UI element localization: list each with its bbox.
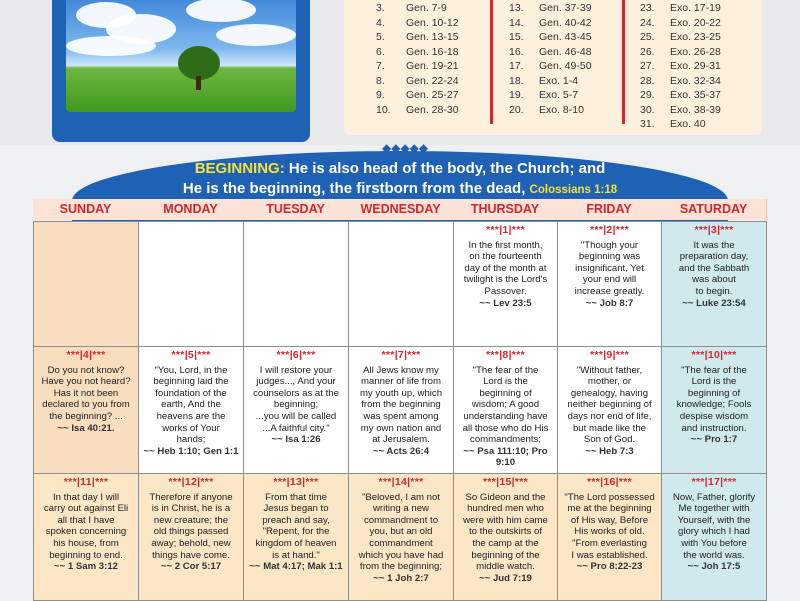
calendar-cell — [557, 473, 662, 601]
calendar-cell — [243, 346, 349, 474]
calendar-cell-empty — [348, 221, 454, 347]
plan-day-number: 24. — [640, 16, 655, 29]
plan-day-number: 26. — [640, 45, 655, 58]
verse-line: mother, or — [587, 376, 632, 388]
plan-divider — [622, 0, 625, 124]
reading-plan-column-3 — [640, 2, 760, 133]
calendar-cell-empty — [138, 221, 244, 347]
verse-line: works of Your — [162, 422, 220, 434]
plan-row — [376, 31, 496, 46]
verse-line: all that I have — [57, 514, 115, 526]
verse-line: commandment to — [363, 514, 439, 526]
verse-reference: ~~ Lev 23:5 — [479, 297, 532, 309]
verse-line: my youth up, which — [359, 387, 443, 399]
plan-reading-ref: Gen. 13-15 — [406, 31, 459, 43]
calendar-cell — [33, 473, 139, 601]
verse-line: counselors as at the — [253, 387, 339, 399]
verse-line: which you have had — [358, 549, 444, 561]
verse-line: all those who do His — [462, 422, 549, 434]
plan-row — [640, 118, 760, 133]
calendar-cell — [557, 346, 662, 474]
verse-line: you, but an old — [369, 526, 433, 538]
plan-row — [640, 60, 760, 75]
verse-line: the camp at the — [472, 537, 539, 549]
calendar-cell — [138, 473, 244, 601]
plan-row — [640, 2, 760, 17]
verse-line: "Though your — [580, 239, 639, 251]
verse-line: heavens are the — [156, 410, 226, 422]
verse-reference: ~~ Heb 1:10; Gen 1:1 — [143, 445, 239, 457]
verse-line: his house, from — [53, 537, 119, 549]
verse-line: kingdom of heaven — [255, 537, 337, 549]
plan-day-number: 3. — [376, 2, 385, 14]
plan-day-number: 5. — [376, 31, 385, 43]
day-number: ***|11|*** — [63, 476, 109, 488]
verse-line: days nor end of life, — [567, 410, 652, 422]
verse-line: Has it not been — [53, 387, 119, 399]
verse-line: "You, Lord, in the — [154, 364, 228, 376]
verse-line: "The Lord possessed — [564, 491, 655, 503]
plan-day-number: 19. — [509, 89, 524, 101]
verse-reference: ~~ 1 Sam 3:12 — [53, 561, 118, 573]
plan-reading-ref: Exo. 29-31 — [670, 60, 721, 72]
plan-day-number: 8. — [376, 74, 385, 87]
verse-line: on the fourteenth — [469, 251, 542, 263]
calendar-cell — [33, 346, 139, 474]
day-number: ***|5|*** — [171, 349, 211, 361]
verse-line: "The fear of the — [681, 364, 747, 376]
verse-line: the beginning? ... — [49, 410, 123, 422]
plan-reading-ref: Gen. 49-50 — [539, 60, 592, 72]
verse-line: but made like the — [572, 422, 647, 434]
plan-day-number: 10. — [376, 103, 391, 116]
plan-reading-ref: Exo. 32-34 — [670, 74, 721, 87]
verse-line: beginning to end. — [49, 549, 123, 561]
verse-line: to begin. — [695, 285, 733, 297]
verse-line: "Beloved, I am not — [361, 491, 441, 503]
banner-keyword: BEGINNING: — [194, 160, 285, 177]
calendar-cell — [661, 221, 767, 347]
plan-reading-ref: Exo. 23-25 — [670, 31, 721, 43]
plan-day-number: 25. — [640, 31, 655, 43]
verse-line: commandment — [369, 537, 433, 549]
verse-line: Have you not heard? — [41, 376, 131, 388]
verse-line: beginning; — [273, 399, 319, 411]
verse-line: beginning of — [687, 387, 741, 399]
verse-line: ...A faithful city." — [262, 422, 330, 434]
plan-day-number: 30. — [640, 103, 655, 116]
plan-day-number: 17. — [509, 60, 524, 72]
plan-day-number: 4. — [376, 16, 385, 29]
plan-day-number: 29. — [640, 89, 655, 101]
plan-row — [509, 31, 629, 46]
plan-reading-ref: Exo. 35-37 — [670, 89, 721, 101]
verse-line: with You before — [681, 537, 747, 549]
verse-line: of His way, Before — [570, 514, 649, 526]
plan-reading-ref: Gen. 16-18 — [406, 45, 459, 58]
verse-line: Do you not know? — [47, 364, 125, 376]
verse-line: All Jews know my — [363, 364, 439, 376]
plan-day-number: 28. — [640, 74, 655, 87]
plan-reading-ref: Exo. 1-4 — [539, 74, 579, 87]
verse-reference: ~~ 2 Cor 5:17 — [160, 561, 222, 573]
verse-line: my own nation and — [360, 422, 442, 434]
plan-reading-ref: Gen. 7-9 — [406, 2, 447, 14]
verse-line: is in Christ, he is a — [151, 503, 231, 515]
verse-line: beginning of — [479, 387, 532, 399]
day-number: ***|7|*** — [381, 349, 421, 361]
verse-reference: ~~ Mat 4:17; Mak 1:1 — [249, 561, 343, 573]
verse-reference: ~~ Jud 7:19 — [479, 572, 532, 584]
calendar-cell — [453, 473, 558, 601]
verse-line: In that day I will — [52, 491, 120, 503]
verse-reference: ~~ Isa 40:21. — [57, 422, 115, 434]
ornament-icon: ◆◆◆◆◆ — [382, 141, 429, 155]
verse-line: In the first month, — [468, 239, 543, 251]
verse-line: Therefore if anyone — [149, 491, 233, 503]
day-number: ***|14|*** — [378, 476, 424, 488]
banner-line-1 — [160, 160, 640, 177]
calendar-cell — [138, 346, 244, 474]
plan-day-number: 18. — [509, 74, 524, 87]
plan-reading-ref: Gen. 43-45 — [539, 31, 592, 43]
verse-line: middle watch. — [476, 561, 535, 573]
plan-row — [509, 89, 629, 104]
verse-line: earth, And the — [161, 399, 221, 411]
plan-day-number: 16. — [509, 45, 524, 58]
plan-row — [640, 89, 760, 104]
verse-reference: ~~ Job 8:7 — [585, 297, 634, 309]
plan-reading-ref: Exo. 38-39 — [670, 103, 721, 116]
plan-day-number: 9. — [376, 89, 385, 101]
day-number: ***|15|*** — [482, 476, 529, 488]
verse-line: and the Sabbath — [678, 262, 750, 274]
verse-line: hands; — [176, 434, 206, 446]
verse-line: to the outskirts of — [468, 526, 543, 538]
verse-line: Me together with — [678, 503, 750, 515]
verse-line: your end will — [582, 274, 637, 286]
plan-reading-ref: Gen. 10-12 — [406, 16, 459, 29]
tree-icon — [178, 46, 220, 80]
verse-line: from the beginning — [361, 399, 441, 411]
verse-reference: ~~ Pro 1:7 — [690, 434, 738, 446]
reading-plan-panel — [344, 0, 762, 135]
day-header-wednesday: WEDNESDAY — [348, 199, 454, 220]
day-number: ***|3|*** — [694, 224, 734, 236]
plan-reading-ref: Gen. 19-21 — [406, 60, 459, 72]
day-header-sunday: SUNDAY — [33, 199, 139, 220]
verse-line: It was the — [693, 239, 735, 251]
verse-line: Lord is the — [483, 376, 528, 388]
plan-day-number: 27. — [640, 60, 655, 72]
day-number: ***|4|*** — [66, 349, 106, 361]
plan-row — [376, 75, 496, 90]
verse-line: I was established. — [571, 549, 648, 561]
verse-line: and instruction. — [681, 422, 747, 434]
verse-line: Now, Father, glorify — [672, 491, 756, 503]
plan-row — [509, 2, 629, 17]
verse-reference: ~~ 1 Joh 2:7 — [373, 572, 429, 584]
verse-reference: ~~ Heb 7:3 — [585, 445, 634, 457]
banner-reference: Colossians 1:18 — [529, 184, 618, 196]
plan-reading-ref: Gen. 46-48 — [539, 45, 592, 58]
plan-day-number: 6. — [376, 45, 385, 58]
verse-line: So Gideon and the — [465, 491, 546, 503]
day-header-tuesday: TUESDAY — [243, 199, 349, 220]
verse-line: was about — [692, 274, 736, 286]
day-number: ***|12|*** — [168, 476, 214, 488]
plan-row — [376, 89, 496, 104]
verse-line: knowledge; Fools — [676, 399, 752, 411]
plan-divider — [490, 0, 493, 124]
plan-row — [509, 104, 629, 119]
verse-line: manner of life from — [361, 376, 441, 388]
banner-line-2 — [100, 180, 700, 197]
verse-line: Yourself, with the — [677, 514, 751, 526]
plan-row — [640, 17, 760, 32]
plan-row — [509, 17, 629, 32]
verse-line: Jesus began to — [263, 503, 329, 515]
verse-line: declared to you from — [42, 399, 130, 411]
verse-reference: ~~ Acts 26:4 — [372, 445, 430, 457]
photo-frame — [52, 0, 310, 142]
verse-line: increase greatly. — [574, 285, 645, 297]
verse-line: genealogy, having — [570, 387, 649, 399]
day-header-saturday: SATURDAY — [661, 199, 767, 220]
plan-reading-ref: Exo. 17-19 — [670, 2, 721, 14]
verse-line: preparation day, — [679, 251, 749, 263]
plan-reading-ref: Exo. 5-7 — [539, 89, 579, 101]
plan-reading-ref: Gen. 25-27 — [406, 89, 459, 101]
calendar-cell — [453, 346, 558, 474]
day-number: ***|10|*** — [691, 349, 737, 361]
verse-line: I will restore your — [259, 364, 333, 376]
verse-line: at Jerusalem. — [372, 434, 430, 446]
calendar-cell-empty — [243, 221, 349, 347]
verse-line: the world was. — [683, 549, 745, 561]
verse-line: were with him came — [463, 514, 548, 526]
verse-line: spoken concerning — [45, 526, 127, 538]
verse-line: was spent among — [363, 410, 439, 422]
reading-plan-column-2 — [509, 2, 629, 118]
verse-line: carry out against Eli — [43, 503, 129, 515]
calendar-cell — [557, 221, 662, 347]
verse-line: "The fear of the — [472, 364, 539, 376]
verse-line: "Without father, — [576, 364, 643, 376]
day-number: ***|8|*** — [486, 349, 525, 361]
plan-reading-ref: Gen. 37-39 — [539, 2, 592, 14]
banner-text-1: He is also head of the body, the Church; and — [284, 160, 606, 177]
calendar-cell — [661, 473, 767, 601]
plan-row — [640, 31, 760, 46]
verse-line: beginning laid the — [153, 376, 229, 388]
verse-line: is at hand." — [272, 549, 320, 561]
plan-reading-ref: Exo. 40 — [670, 118, 706, 130]
plan-row — [376, 2, 496, 17]
plan-row — [376, 60, 496, 75]
day-number: ***|13|*** — [273, 476, 319, 488]
verse-line: Son of God. — [583, 434, 636, 446]
verse-line: things have come. — [152, 549, 230, 561]
verse-line: away; behold, new — [151, 537, 231, 549]
plan-reading-ref: Exo. 8-10 — [539, 103, 584, 116]
verse-reference: ~~ Pro 8:22-23 — [576, 561, 643, 573]
plan-reading-ref: Gen. 40-42 — [539, 16, 592, 29]
verse-line: from the beginning; — [359, 561, 443, 573]
plan-row — [509, 60, 629, 75]
plan-reading-ref: Gen. 22-24 — [406, 74, 459, 87]
plan-row — [509, 46, 629, 61]
verse-line: judges..., And your — [256, 376, 336, 388]
verse-line: His works of old. — [574, 526, 645, 538]
day-number: ***|1|*** — [486, 224, 525, 236]
verse-line: old things passed — [153, 526, 229, 538]
verse-line: glory which I had — [678, 526, 750, 538]
plan-day-number: 13. — [509, 2, 524, 14]
plan-row — [640, 104, 760, 119]
verse-line: "Repent, for the — [262, 526, 330, 538]
banner-text-2: He is the beginning, the firstborn from the dead, — [182, 180, 530, 197]
verse-line: Lord is the — [691, 376, 737, 388]
landscape-image — [66, 0, 296, 112]
calendar-cell — [348, 346, 454, 474]
plan-row — [376, 46, 496, 61]
calendar-cell — [661, 346, 767, 474]
calendar-cell — [453, 221, 558, 347]
reading-plan-column-1 — [376, 2, 496, 118]
plan-reading-ref: Exo. 26-28 — [670, 45, 721, 58]
plan-day-number: 14. — [509, 16, 524, 29]
verse-line: From that time — [265, 491, 327, 503]
calendar-cell — [348, 473, 454, 601]
verse-line: beginning was — [578, 251, 641, 263]
verse-line: day of the month at — [464, 262, 547, 274]
verse-line: beginning of the — [471, 549, 540, 561]
plan-day-number: 7. — [376, 60, 385, 72]
verse-line: despise wisdom — [679, 410, 749, 422]
verse-reference: ~~ Joh 17:5 — [687, 561, 741, 573]
calendar-cell-empty — [33, 221, 139, 347]
plan-day-number: 23. — [640, 2, 655, 14]
day-number: ***|2|*** — [590, 224, 629, 236]
plan-row — [640, 46, 760, 61]
verse-line: me at the beginning — [567, 503, 652, 515]
day-number: ***|9|*** — [590, 349, 629, 361]
verse-line: hundred men who — [467, 503, 544, 515]
day-header-monday: MONDAY — [138, 199, 244, 220]
verse-line: new creature; the — [153, 514, 229, 526]
verse-reference: ~~ Luke 23:54 — [682, 297, 746, 309]
day-header-thursday: THURSDAY — [453, 199, 558, 220]
verse-line: wisdom; A good — [471, 399, 540, 411]
verse-reference: ~~ Psa 111:10; Pro 9:10 — [463, 445, 548, 469]
verse-line: understanding have — [463, 410, 548, 422]
verse-line: preach and say, — [262, 514, 330, 526]
plan-row — [376, 17, 496, 32]
verse-line: "From everlasting — [572, 537, 647, 549]
verse-line: insignificant, Yet — [575, 262, 644, 274]
verse-line: neither beginning of — [567, 399, 652, 411]
calendar-cell — [243, 473, 349, 601]
plan-reading-ref: Gen. 28-30 — [406, 103, 459, 116]
plan-day-number: 20. — [509, 103, 524, 116]
plan-row — [376, 104, 496, 119]
day-number: ***|16|*** — [586, 476, 633, 488]
verse-line: twilight is the Lord's — [463, 274, 548, 286]
plan-row — [640, 75, 760, 90]
verse-line: commandments; — [470, 434, 541, 446]
day-number: ***|6|*** — [276, 349, 316, 361]
day-header-friday: FRIDAY — [557, 199, 662, 220]
verse-line: ...you will be called — [255, 410, 337, 422]
plan-day-number: 15. — [509, 31, 524, 43]
verse-line: foundation of the — [155, 387, 227, 399]
verse-line: writing a new — [373, 503, 429, 515]
verse-line: Passover. — [484, 285, 527, 297]
plan-reading-ref: Exo. 20-22 — [670, 16, 721, 29]
day-number: ***|17|*** — [691, 476, 737, 488]
plan-day-number: 31. — [640, 118, 655, 130]
verse-reference: ~~ Isa 1:26 — [271, 434, 321, 446]
plan-row — [509, 75, 629, 90]
